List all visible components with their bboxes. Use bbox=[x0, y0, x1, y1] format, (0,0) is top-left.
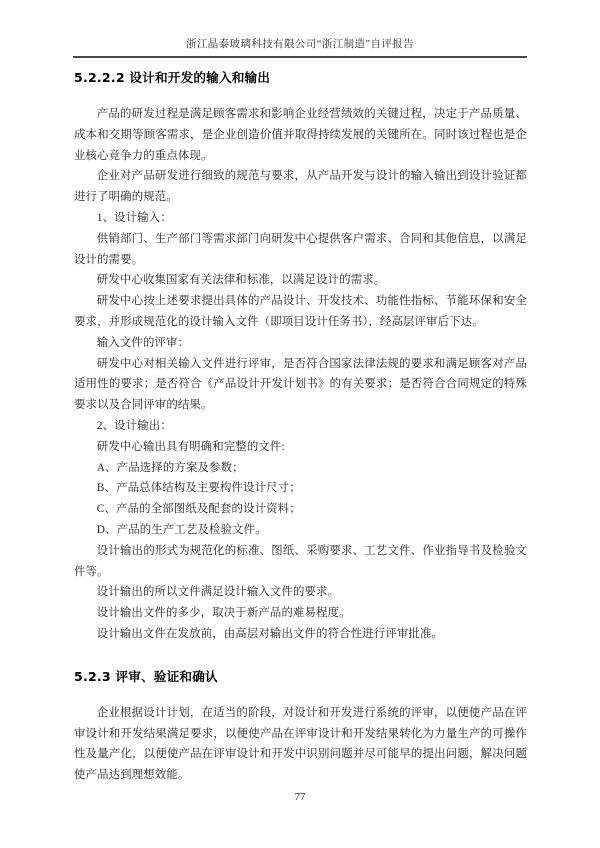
heading-spacer bbox=[74, 687, 527, 703]
paragraph: 研发中心收集国家有关法律和标准，以满足设计的需求。 bbox=[96, 274, 386, 287]
paragraph: 设计输出的所以文件满足设计输入文件的要求。 bbox=[96, 586, 340, 599]
header-divider-rule bbox=[73, 56, 527, 58]
paragraph: 产品的研发过程是满足顾客需求和影响企业经营绩效的关键过程，决定于产品质量、成本和交期等顾客需求，是企业创造价值并取得持续发展的关键所在。同时该过程也是企业核心竞争力的重点体现。 bbox=[74, 108, 527, 162]
list-item-b: B、产品总体结构及主要构件设计尺寸； bbox=[96, 482, 301, 495]
page-content bbox=[74, 68, 527, 786]
paragraph: 企业根据设计计划，在适当的阶段，对设计和开发进行系统的评审，以便使产品在评审设计和开发结果满足要求，以便使产品在评审设计和开发结果转化为力量生产的可操作性及量产化，以便使产品在评审设计和开发中识别问题并尽可能早的提出问题，解决问题使产品达到理想效能。 bbox=[74, 706, 527, 782]
heading-spacer bbox=[74, 88, 527, 104]
page-number: 77 bbox=[294, 791, 306, 803]
list-item-a: A、产品选择的方案及参数； bbox=[96, 461, 244, 474]
paragraph: 研发中心对相关输入文件进行评审，是否符合国家法律法规的要求和满足顾客对产品适用性的要求；是否符合《产品设计开发计划书》的有关要求；是否符合合同规定的特殊要求以及合同评审的结果。 bbox=[74, 357, 527, 412]
list-label-input-review: 输入文件的评审： bbox=[96, 336, 190, 349]
paragraph: 设计输出文件的多少，取决于新产品的难易程度。 bbox=[96, 607, 351, 620]
list-item-d: D、产品的生产工艺及检验文件。 bbox=[96, 523, 267, 536]
list-label-design-input: 1、设计输入： bbox=[96, 211, 172, 224]
paragraph: 企业对产品研发进行细致的规范与要求，从产品开发与设计的输入输出到设计验证都进行了明确的规范。 bbox=[74, 170, 527, 204]
list-label-design-output: 2、设计输出： bbox=[96, 419, 172, 432]
section-spacer bbox=[74, 645, 527, 667]
paragraph: 研发中心按上述要求提出具体的产品设计、开发技术、功能性指标、节能环保和安全要求，并形成规范化的设计输入文件（即项目设计任务书），经高层评审后下达。 bbox=[74, 295, 527, 328]
section-heading-5-2-2-2: 5.2.2.2 设计和开发的输入和输出 bbox=[74, 70, 271, 85]
paragraph: 设计输出的形式为规范化的标准、图纸、采购要求、工艺文件、作业指导书及检验文件等。 bbox=[74, 544, 527, 578]
list-item-c: C、产品的全部图纸及配套的设计资料； bbox=[96, 503, 301, 516]
paragraph: 研发中心输出具有明确和完整的文件: bbox=[96, 440, 285, 453]
running-header: 浙江晶泰玻璃科技有限公司“浙江制造”自评报告 bbox=[185, 39, 415, 50]
paragraph: 设计输出文件在发放前，由高层对输出文件的符合性进行评审批准。 bbox=[96, 627, 444, 640]
paragraph: 供销部门、生产部门等需求部门向研发中心提供客户需求、合同和其他信息，以满足设计的需要。 bbox=[74, 232, 527, 266]
section-heading-5-2-3: 5.2.3 评审、验证和确认 bbox=[74, 668, 218, 684]
